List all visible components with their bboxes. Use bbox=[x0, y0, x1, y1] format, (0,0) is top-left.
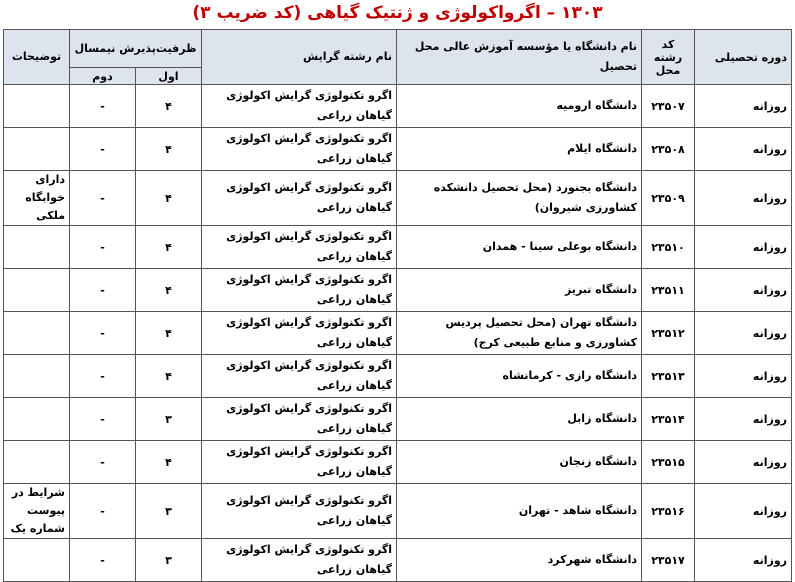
table-body bbox=[4, 85, 792, 582]
capacity-first-cell: ۳ bbox=[136, 484, 202, 539]
code-cell: ۲۳۵۱۶ bbox=[642, 484, 695, 539]
field-cell: اگرو تکنولوژی گرایش اکولوژی گیاهان زراعی bbox=[202, 441, 397, 484]
header-second: دوم bbox=[70, 68, 136, 85]
university-cell: دانشگاه تهران (محل تحصیل پردیس کشاورزی و منابع طبیعی کرج) bbox=[397, 312, 642, 355]
notes-cell bbox=[4, 539, 70, 582]
capacity-first-cell: ۳ bbox=[136, 539, 202, 582]
capacity-first-cell: ۴ bbox=[136, 441, 202, 484]
field-cell: اگرو تکنولوژی گرایش اکولوژی گیاهان زراعی bbox=[202, 85, 397, 128]
university-cell: دانشگاه شاهد - تهران bbox=[397, 484, 642, 539]
table-row bbox=[4, 269, 792, 312]
field-cell: اگرو تکنولوژی گرایش اکولوژی گیاهان زراعی bbox=[202, 226, 397, 269]
field-cell: اگرو تکنولوژی گرایش اکولوژی گیاهان زراعی bbox=[202, 128, 397, 171]
notes-cell bbox=[4, 441, 70, 484]
header-university: نام دانشگاه یا مؤسسه آموزش عالی محل تحصیل bbox=[397, 30, 642, 85]
capacity-first-cell: ۴ bbox=[136, 128, 202, 171]
capacity-first-cell: ۴ bbox=[136, 269, 202, 312]
university-cell: دانشگاه شهرکرد bbox=[397, 539, 642, 582]
code-cell: ۲۳۵۰۸ bbox=[642, 128, 695, 171]
capacity-second-cell: - bbox=[70, 85, 136, 128]
field-cell: اگرو تکنولوژی گرایش اکولوژی گیاهان زراعی bbox=[202, 355, 397, 398]
capacity-second-cell: - bbox=[70, 226, 136, 269]
notes-cell bbox=[4, 128, 70, 171]
notes-cell bbox=[4, 269, 70, 312]
capacity-first-cell: ۴ bbox=[136, 171, 202, 226]
notes-cell: دارای خوابگاه ملکی bbox=[4, 171, 70, 226]
university-cell: دانشگاه رازی - کرمانشاه bbox=[397, 355, 642, 398]
field-cell: اگرو تکنولوژی گرایش اکولوژی گیاهان زراعی bbox=[202, 484, 397, 539]
notes-cell bbox=[4, 226, 70, 269]
table-row bbox=[4, 128, 792, 171]
code-cell: ۲۳۵۱۷ bbox=[642, 539, 695, 582]
notes-cell: شرایط در پیوست شماره یک bbox=[4, 484, 70, 539]
field-cell: اگرو تکنولوژی گرایش اکولوژی گیاهان زراعی bbox=[202, 269, 397, 312]
capacity-first-cell: ۴ bbox=[136, 312, 202, 355]
course-cell: روزانه bbox=[695, 398, 792, 441]
field-cell: اگرو تکنولوژی گرایش اکولوژی گیاهان زراعی bbox=[202, 312, 397, 355]
header-notes: توضیحات bbox=[4, 30, 70, 85]
capacity-first-cell: ۳ bbox=[136, 398, 202, 441]
capacity-second-cell: - bbox=[70, 539, 136, 582]
table-row bbox=[4, 312, 792, 355]
university-cell: دانشگاه زنجان bbox=[397, 441, 642, 484]
header-capacity: ظرفیت‌پذیرش نیمسال bbox=[70, 30, 202, 68]
code-cell: ۲۳۵۱۱ bbox=[642, 269, 695, 312]
course-cell: روزانه bbox=[695, 226, 792, 269]
notes-cell bbox=[4, 312, 70, 355]
course-cell: روزانه bbox=[695, 539, 792, 582]
notes-cell bbox=[4, 85, 70, 128]
capacity-second-cell: - bbox=[70, 398, 136, 441]
university-cell: دانشگاه تبریز bbox=[397, 269, 642, 312]
table-row bbox=[4, 85, 792, 128]
university-cell: دانشگاه ارومیه bbox=[397, 85, 642, 128]
notes-cell bbox=[4, 355, 70, 398]
programs-table bbox=[3, 29, 792, 582]
capacity-second-cell: - bbox=[70, 484, 136, 539]
table-row bbox=[4, 355, 792, 398]
capacity-second-cell: - bbox=[70, 441, 136, 484]
university-cell: دانشگاه بجنورد (محل تحصیل دانشکده کشاورزی شیروان) bbox=[397, 171, 642, 226]
field-cell: اگرو تکنولوژی گرایش اکولوژی گیاهان زراعی bbox=[202, 539, 397, 582]
capacity-first-cell: ۴ bbox=[136, 85, 202, 128]
header-course: دوره تحصیلی bbox=[695, 30, 792, 85]
capacity-first-cell: ۴ bbox=[136, 226, 202, 269]
course-cell: روزانه bbox=[695, 312, 792, 355]
code-cell: ۲۳۵۱۴ bbox=[642, 398, 695, 441]
code-cell: ۲۳۵۰۷ bbox=[642, 85, 695, 128]
capacity-second-cell: - bbox=[70, 128, 136, 171]
table-row bbox=[4, 398, 792, 441]
header-field: نام رشته گرایش bbox=[202, 30, 397, 85]
course-cell: روزانه bbox=[695, 484, 792, 539]
code-cell: ۲۳۵۱۰ bbox=[642, 226, 695, 269]
capacity-second-cell: - bbox=[70, 312, 136, 355]
table-row bbox=[4, 484, 792, 539]
field-cell: اگرو تکنولوژی گرایش اکولوژی گیاهان زراعی bbox=[202, 171, 397, 226]
header-first: اول bbox=[136, 68, 202, 85]
code-cell: ۲۳۵۱۵ bbox=[642, 441, 695, 484]
course-cell: روزانه bbox=[695, 128, 792, 171]
capacity-second-cell: - bbox=[70, 171, 136, 226]
university-cell: دانشگاه زابل bbox=[397, 398, 642, 441]
course-cell: روزانه bbox=[695, 85, 792, 128]
field-cell: اگرو تکنولوژی گرایش اکولوژی گیاهان زراعی bbox=[202, 398, 397, 441]
code-cell: ۲۳۵۰۹ bbox=[642, 171, 695, 226]
capacity-first-cell: ۴ bbox=[136, 355, 202, 398]
code-cell: ۲۳۵۱۲ bbox=[642, 312, 695, 355]
capacity-second-cell: - bbox=[70, 355, 136, 398]
table-row bbox=[4, 171, 792, 226]
course-cell: روزانه bbox=[695, 355, 792, 398]
capacity-second-cell: - bbox=[70, 269, 136, 312]
university-cell: دانشگاه ایلام bbox=[397, 128, 642, 171]
table-row bbox=[4, 441, 792, 484]
table-row bbox=[4, 539, 792, 582]
university-cell: دانشگاه بوعلی سینا - همدان bbox=[397, 226, 642, 269]
course-cell: روزانه bbox=[695, 441, 792, 484]
table-row bbox=[4, 226, 792, 269]
course-cell: روزانه bbox=[695, 171, 792, 226]
notes-cell bbox=[4, 398, 70, 441]
page-title: ۱۳۰۳ – اگرواکولوژی و ژنتیک گیاهی (کد ضریب ۳) bbox=[192, 3, 603, 23]
course-cell: روزانه bbox=[695, 269, 792, 312]
code-cell: ۲۳۵۱۳ bbox=[642, 355, 695, 398]
header-code: کد رشته محل bbox=[642, 30, 695, 85]
